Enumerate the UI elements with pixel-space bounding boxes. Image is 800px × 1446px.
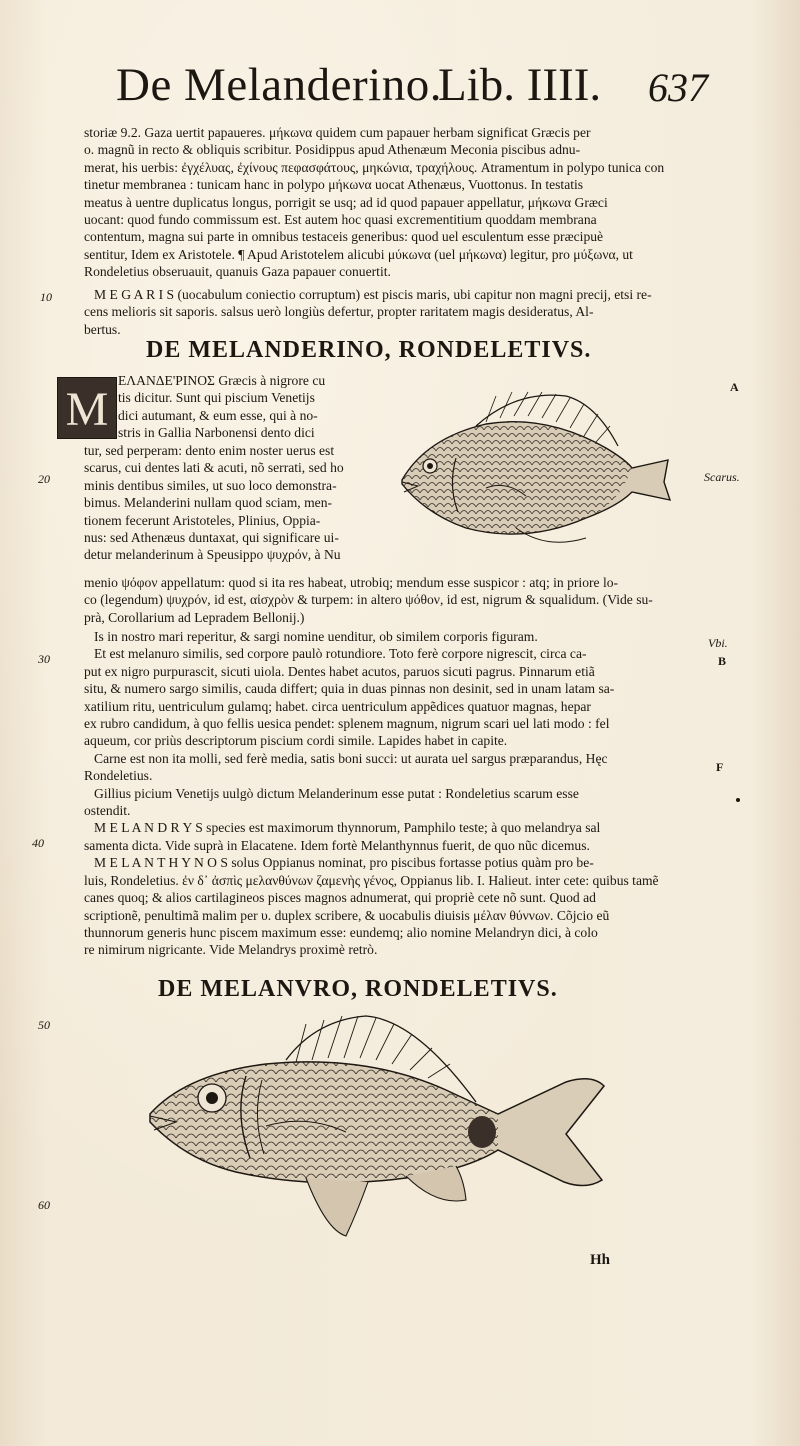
line-number: 60 (38, 1198, 50, 1212)
text-line: ΕΛΑΝΔΕ'ΡΙΝΟΣ Græcis à nigrore cu (118, 373, 326, 388)
page-number: 637 (648, 65, 708, 110)
text-line: aqueum, cor priùs descriptorum piscium cordi simile. Lapides habet in capite. (84, 733, 508, 749)
text-line: tis dicitur. Sunt qui piscium Venetijs (118, 390, 315, 406)
text-block-melanderino-intro (118, 372, 378, 442)
text-line: dici autumant, & eum esse, qui à no- (118, 407, 318, 423)
text-line: Et est melanuro similis, sed corpore paulò rotundiore. Toto ferè corpore nigrescit, circa ca- (94, 646, 587, 662)
text-line: M E G A R I S (uocabulum coniectio corruptum) est piscis maris, ubi capitur non magni precij, etsi re- (94, 287, 652, 302)
line-number: 40 (32, 836, 44, 850)
text-block-melanderino-full (84, 574, 700, 626)
text-line: Gillius picium Venetijs uulgò dictum Melanderinum esse putat : Rondeletius scarum esse (94, 785, 579, 801)
text-line: tinetur membranea : tunicam hanc in polypo μήκωνα uocat Athenæus, Vuottonus. In testatis (84, 177, 584, 193)
text-line: M E L A N T H Y N O S solus Oppianus nominat, pro piscibus fortasse potius quàm pro be- (94, 855, 594, 871)
text-line: o. magnũ in recto & obliquis scribitur. Posidippus apud Athenæum Meconia piscibus adnu- (84, 142, 581, 158)
text-line: uocant: quod fundo commissum est. Est autem hoc quasi excrementitium quoddam membrana (84, 212, 597, 228)
text-line: thunnorum generis hunc piscem maximum esse: eundemq; alio nomine Melandryn dici, à colo (84, 924, 598, 940)
text-line: sentitur, Idem ex Aristotele. ¶ Apud Aristotelem alicubi μύκωνα (uel μήκωνα) legitur, pro μύξωνα, ut (84, 246, 633, 262)
text-line: bimus. Melanderini nullam quod sciam, men- (84, 495, 333, 511)
text-line: merat, his uerbis: ἐγχέλυας, ἐχίνους πεφασφάτους, μηκώνια, τραχήλους. Atramentum in polypo tunica con (84, 159, 665, 175)
margin-note-scarus: Scarus. (704, 470, 740, 484)
text-line: prà, Corollarium ad Lepradem Bellonij.) (84, 609, 305, 625)
text-line: tur, sed perperam: dento enim noster uerus est (84, 443, 335, 458)
text-line: detur melanderinum à Speusippo ψυχρόν, à Nu (84, 547, 341, 563)
text-line: menio ψόφον appellatum: quod si ita res habeat, utrobiq; mendum esse suspicor : atq; in priore lo- (84, 575, 619, 590)
text-line: Rondeletius. (84, 768, 153, 784)
text-line: meatus à uentre duplicatus longus, porrigit se usq; ad id quod papauer appellatur, μήκωνα Græci (84, 194, 608, 210)
text-line: ostendit. (84, 803, 131, 819)
section-heading-melanderino: DE MELANDERINO, RONDELETIVS. (146, 337, 592, 363)
text-line: re nimirum nigricante. Vide Melandrys proximè retrò. (84, 942, 378, 958)
margin-note-a: A (730, 380, 739, 394)
text-line: stris in Gallia Narbonensi dento dici (118, 425, 315, 441)
text-line: Is in nostro mari reperitur, & sargi nomine uenditur, ob similem corporis figuram. (94, 629, 538, 644)
text-line: nus: sed Athenæus duntaxat, qui significare ui- (84, 530, 339, 546)
text-line: M E L A N D R Y S species est maximorum thynnorum, Pamphilo teste; à quo melandrya sal (94, 820, 601, 836)
signature-mark: Hh (590, 1252, 611, 1268)
text-line: canes quoq; & alios cartilagineos pisces magnos adnumerat, qui propriè cete nõ sunt. Quod ad (84, 890, 596, 906)
text-line: luis, Rondeletius. ἐν δ᾽ ἀσπὶς μελανθύνων ζαμενὴς γένος, Oppianus lib. I. Halieut. inter cete: quibus tamẽ (84, 872, 659, 888)
text-block-melanderino-description (84, 628, 698, 959)
text-line: cens melioris sit saporis. salsus uerò longiùs defertur, propter raritatem magis desideratus, Al- (84, 304, 594, 320)
text-line: contentum, magna sui parte in omnibus testaceis generibus: quod uel esculentum esse præcipuè (84, 229, 604, 245)
line-number: 30 (38, 652, 50, 666)
text-line: scarus, cui dentes lati & acuti, nõ serrati, sed ho (84, 460, 344, 476)
text-line: Carne est non ita molli, sed ferè media, satis boni succi: ut aurata uel sargus præparandus, Hęc (94, 750, 608, 766)
text-block-papauer (84, 124, 700, 281)
section-heading-melanuro: DE MELANVRO, RONDELETIVS. (158, 976, 558, 1002)
text-line: co (legendum) ψυχρόν, id est, αἰσχρὸν & turpem: in altero ψόθον, id est, nigrum & squalidum. (Vide su- (84, 592, 653, 608)
margin-mark (736, 798, 740, 802)
book-number: Lib. IIII. (438, 59, 602, 111)
decorated-initial (57, 377, 117, 439)
text-line: samenta dicta. Vide suprà in Elacatene. Idem fortè Melanthynnus fuerit, de quo nũc dicemus. (84, 837, 590, 853)
line-number: 20 (38, 472, 50, 486)
page-title: De Melanderino. (116, 59, 442, 111)
text-line: put ex nigro purpurascit, sicuti uiola. Dentes habet acutos, paruos sicuti pagrus. Pinnarum etiã (84, 663, 595, 679)
text-line: scriptionẽ, penultimã malim per υ. duplex scribere, & uocabulis diuisis μέλαν θύννων. Cõjcio eũ (84, 907, 610, 923)
line-number: 10 (40, 290, 52, 304)
initial-letter: M (65, 383, 109, 436)
text-line: storiæ 9.2. Gaza uertit papaueres. μήκωνα quidem cum papauer herbam significat Græcis per (84, 125, 591, 140)
margin-note-ubi: Vbi. (708, 636, 728, 650)
text-line: Rondeletius obseruauit, quanuis Gaza papauer conuertit. (84, 264, 391, 280)
text-line: minis dentibus similes, ut suo loco demonstra- (84, 477, 337, 493)
text-line: xatilium ritu, uentriculum gulamq; habet. circa uentriculum appẽdices quatuor magnas, hepar (84, 698, 591, 714)
line-number: 50 (38, 1018, 50, 1032)
fish-melanurus-illustration (146, 1010, 616, 1242)
fish-melanderinus-illustration (396, 388, 676, 548)
text-block-megaris (84, 286, 700, 338)
margin-note-b: B (718, 654, 727, 668)
text-line: tionem fecerunt Aristoteles, Plinius, Oppia- (84, 512, 321, 528)
margin-note-f: F (716, 760, 724, 774)
text-block-melanderino-cont (84, 442, 380, 564)
text-line: situ, & numero sargo similis, cauda differt; quia in duas pinnas non desinit, sed in unam latam sa- (84, 681, 615, 697)
text-line: bertus. (84, 321, 121, 337)
text-line: ex rubro candidum, à quo fellis uesica pendet: splenem magnum, nigrum scari uel lati modo : fel (84, 716, 610, 732)
running-header (116, 58, 716, 118)
